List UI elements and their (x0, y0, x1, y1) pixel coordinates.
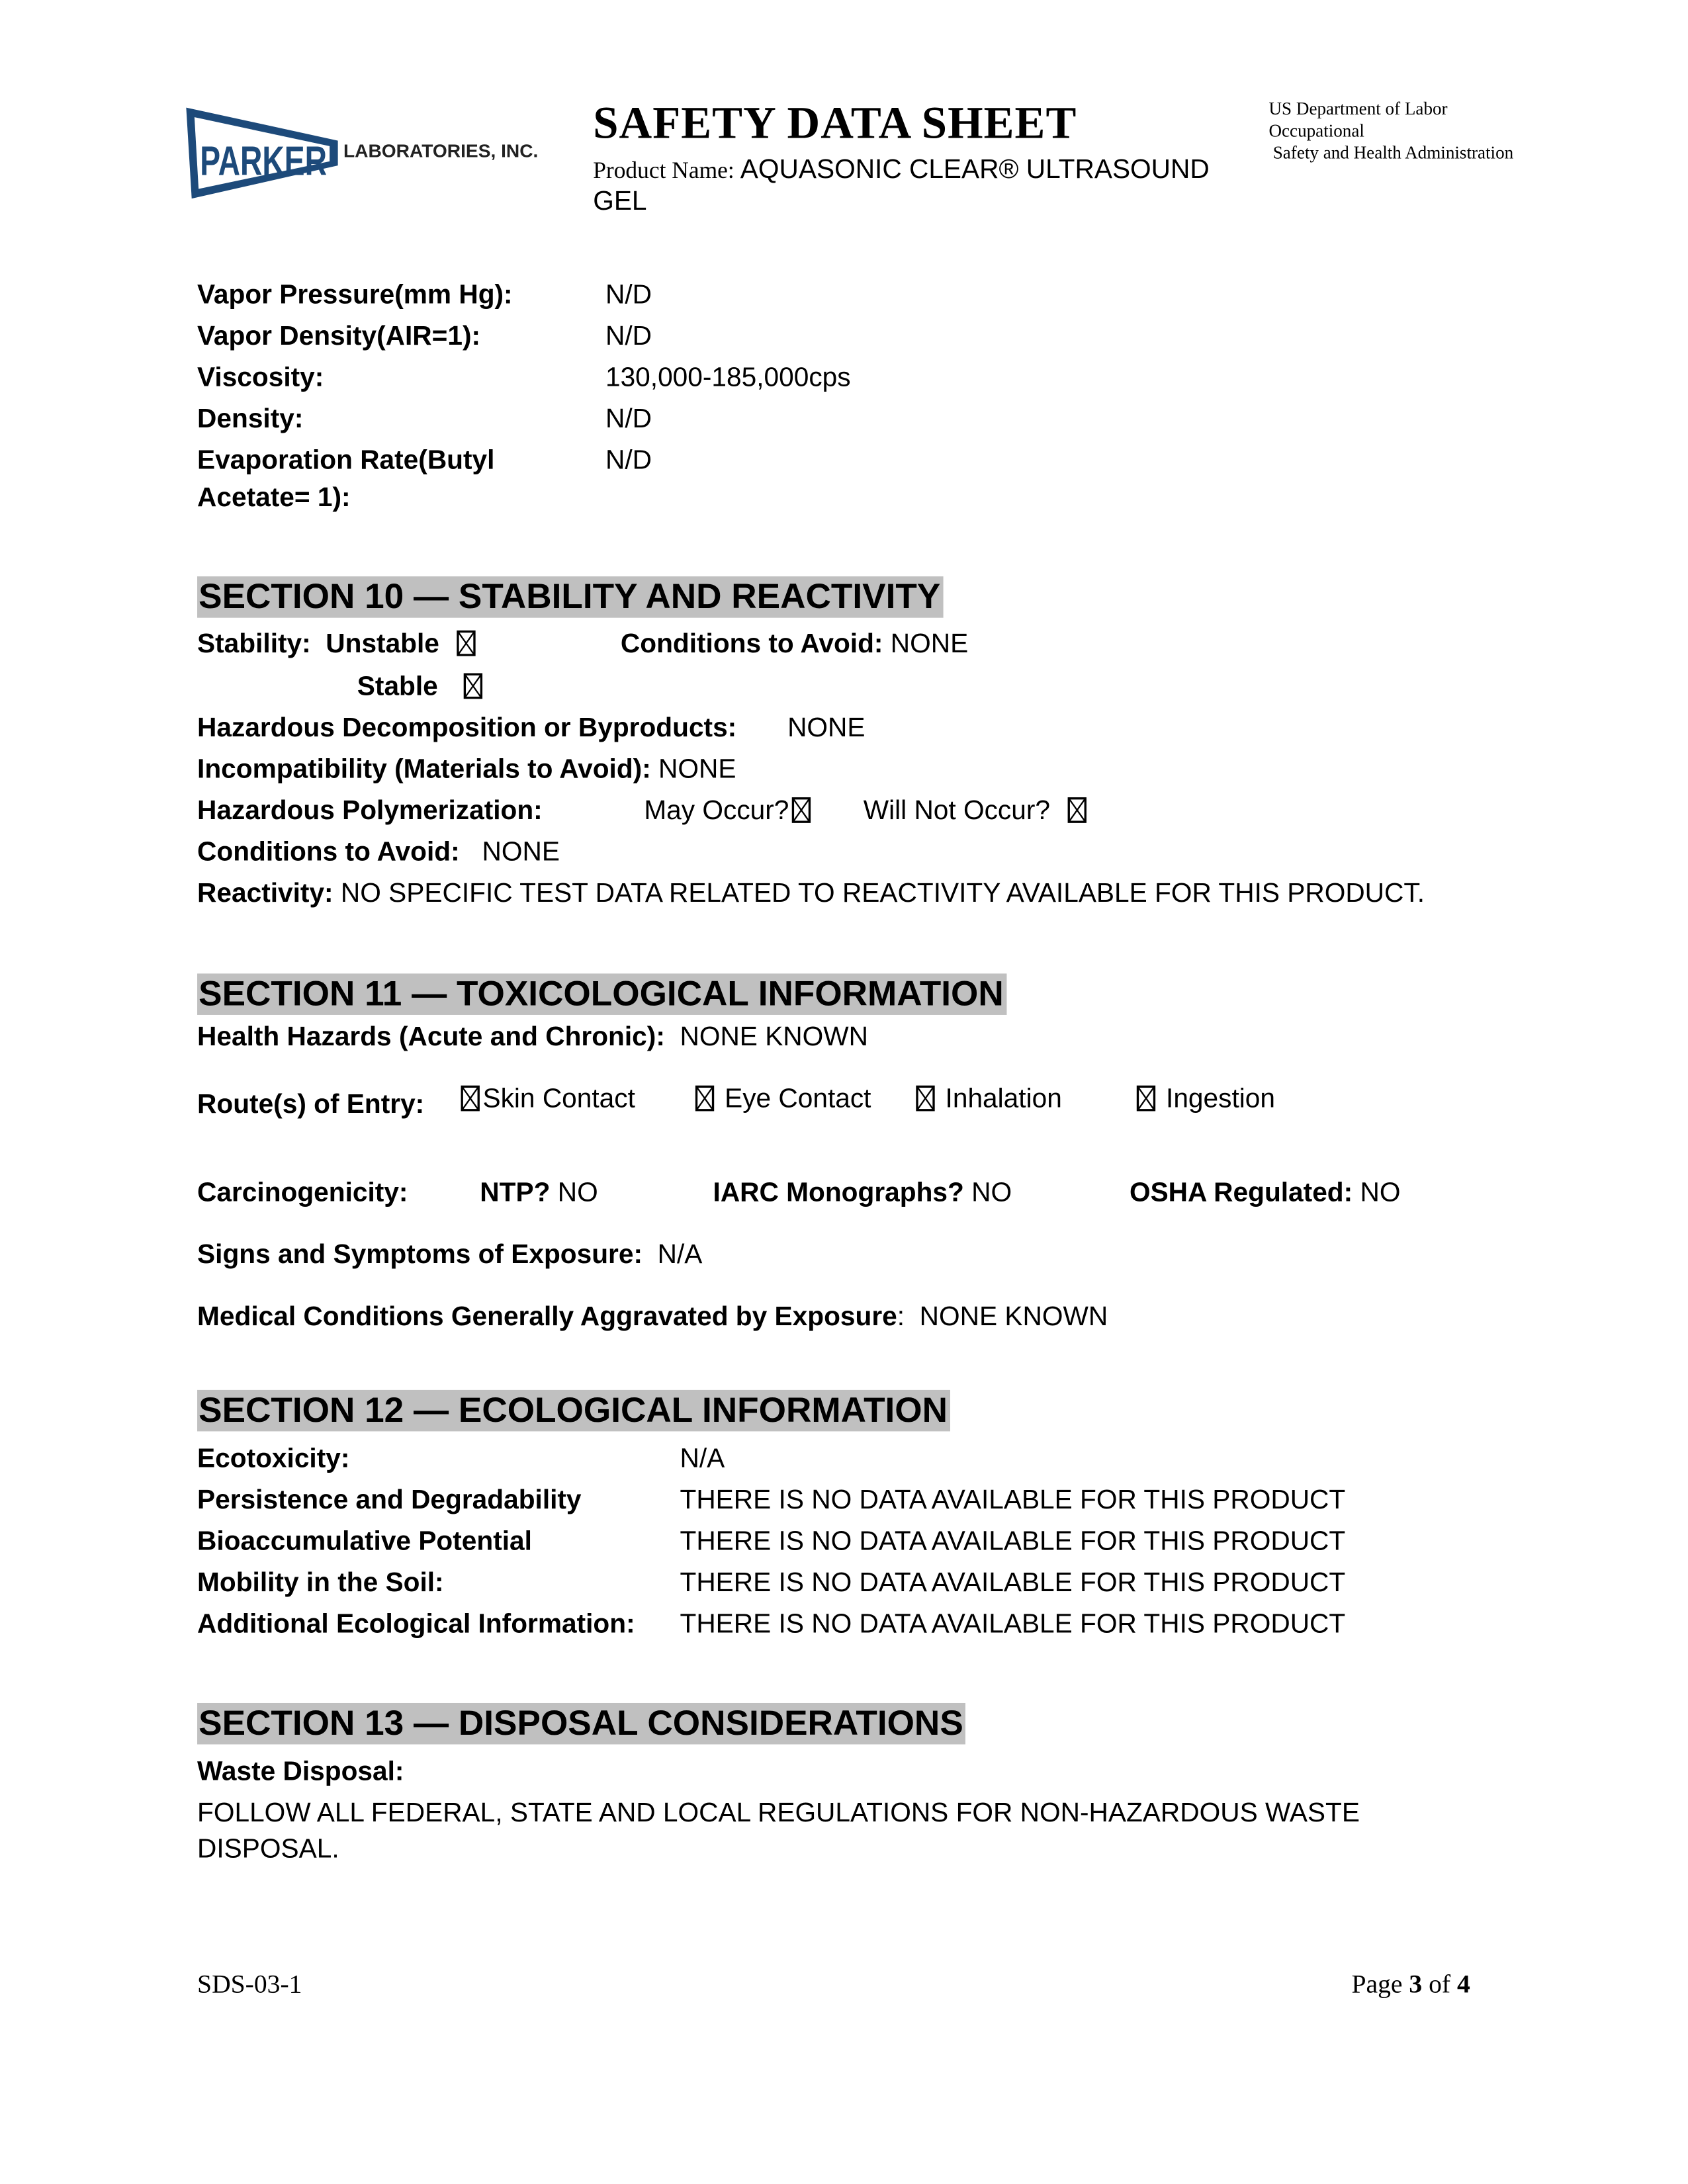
document-code: SDS-03-1 (197, 1970, 302, 2000)
conditions-to-avoid-2: Conditions to Avoid: NONE (197, 837, 560, 867)
prop-label: Evaporation Rate(Butyl (197, 445, 495, 476)
checkbox-ingestion[interactable] (1136, 1085, 1155, 1112)
signs-symptoms: Signs and Symptoms of Exposure: N/A (197, 1239, 703, 1270)
will-not-occur: Will Not Occur? (864, 796, 1090, 828)
checked-box-icon (457, 630, 476, 656)
eco-value: THERE IS NO DATA AVAILABLE FOR THIS PRODUCT (680, 1609, 1346, 1640)
checkbox-eye[interactable] (695, 1085, 714, 1112)
checkbox-may-occur[interactable] (792, 797, 811, 824)
product-name: Product Name: AQUASONIC CLEAR® ULTRASOUND (593, 154, 1210, 185)
prop-label: Density: (197, 404, 304, 435)
checkbox-stable[interactable] (463, 673, 482, 699)
eco-label: Bioaccumulative Potential (197, 1526, 532, 1557)
ntp: NTP? NO (480, 1177, 598, 1208)
checked-box-icon (1136, 1085, 1155, 1112)
parker-logo-icon (183, 105, 342, 201)
prop-value: N/D (605, 445, 652, 476)
polymerization-label: Hazardous Polymerization: (197, 795, 543, 826)
checked-box-icon (916, 1085, 935, 1112)
agency-block: US Department of Labor Occupational Safety and Health Administration (1268, 97, 1514, 163)
may-occur: May Occur? (644, 796, 814, 828)
checked-box-icon (461, 1085, 480, 1112)
product-name-line2: GEL (593, 186, 647, 217)
decomp-label: Hazardous Decomposition or Byproducts: (197, 713, 737, 744)
checkbox-will-not-occur[interactable] (1068, 797, 1087, 824)
section-11-heading: SECTION 11 — TOXICOLOGICAL INFORMATION (197, 973, 1006, 1015)
carcinogenicity-label: Carcinogenicity: (197, 1177, 408, 1208)
eco-label: Ecotoxicity: (197, 1444, 350, 1475)
company-logo (183, 105, 549, 201)
stability-stable: Stable (357, 672, 485, 703)
checkbox-inhalation[interactable] (916, 1085, 935, 1112)
prop-value: N/D (605, 280, 652, 310)
decomp-value: NONE (787, 713, 866, 744)
route-label: Route(s) of Entry: (197, 1089, 425, 1120)
waste-label: Waste Disposal: (197, 1757, 404, 1788)
section-10-heading: SECTION 10 — STABILITY AND REACTIVITY (197, 576, 943, 618)
eco-label: Additional Ecological Information: (197, 1609, 635, 1640)
incompatibility: Incompatibility (Materials to Avoid): NONE (197, 754, 736, 785)
conditions-to-avoid: Conditions to Avoid: NONE (620, 629, 969, 660)
eco-value: THERE IS NO DATA AVAILABLE FOR THIS PRODUCT (680, 1526, 1346, 1557)
route-ingestion: Ingestion (1133, 1084, 1275, 1115)
route-eye: Eye Contact (692, 1084, 871, 1115)
stability-unstable: Stability: Unstable (197, 629, 479, 660)
osha: OSHA Regulated: NO (1129, 1177, 1401, 1208)
svg-text:PARKER: PARKER (200, 138, 327, 185)
reactivity: Reactivity: NO SPECIFIC TEST DATA RELATED TO REACTIVITY AVAILABLE FOR THIS PRODUCT. (197, 878, 1425, 909)
eco-label: Mobility in the Soil: (197, 1567, 444, 1598)
checked-box-icon (792, 797, 811, 824)
section-13-heading: SECTION 13 — DISPOSAL CONSIDERATIONS (197, 1703, 966, 1745)
medical-conditions: Medical Conditions Generally Aggravated by Exposure: NONE KNOWN (197, 1301, 1108, 1332)
prop-label: Viscosity: (197, 363, 324, 393)
prop-label: Acetate= 1): (197, 482, 351, 513)
prop-value: N/D (605, 404, 652, 435)
route-skin: Skin Contact (458, 1084, 635, 1115)
checked-box-icon (463, 673, 482, 699)
document-title: SAFETY DATA SHEET (593, 99, 1077, 150)
waste-text: FOLLOW ALL FEDERAL, STATE AND LOCAL REGULATIONS FOR NON-HAZARDOUS WASTE (197, 1798, 1360, 1829)
prop-value: 130,000-185,000cps (605, 363, 851, 393)
eco-value: N/A (680, 1444, 725, 1475)
prop-label: Vapor Pressure(mm Hg): (197, 280, 513, 310)
eco-label: Persistence and Degradability (197, 1485, 582, 1516)
route-inhalation: Inhalation (913, 1084, 1062, 1115)
iarc: IARC Monographs? NO (713, 1177, 1012, 1208)
prop-value: N/D (605, 321, 652, 352)
eco-value: THERE IS NO DATA AVAILABLE FOR THIS PRODUCT (680, 1567, 1346, 1598)
section-12-heading: SECTION 12 — ECOLOGICAL INFORMATION (197, 1390, 950, 1432)
checkbox-skin[interactable] (461, 1085, 480, 1112)
logo-subtitle: LABORATORIES, INC. (343, 140, 539, 161)
checkbox-unstable[interactable] (457, 630, 476, 656)
checked-box-icon (1068, 797, 1087, 824)
prop-label: Vapor Density(AIR=1): (197, 321, 481, 352)
health-hazards: Health Hazards (Acute and Chronic): NONE KNOWN (197, 1022, 868, 1053)
page-number: Page 3 of 4 (1351, 1970, 1470, 2000)
waste-text-2: DISPOSAL. (197, 1833, 339, 1864)
eco-value: THERE IS NO DATA AVAILABLE FOR THIS PRODUCT (680, 1485, 1346, 1516)
checked-box-icon (695, 1085, 714, 1112)
